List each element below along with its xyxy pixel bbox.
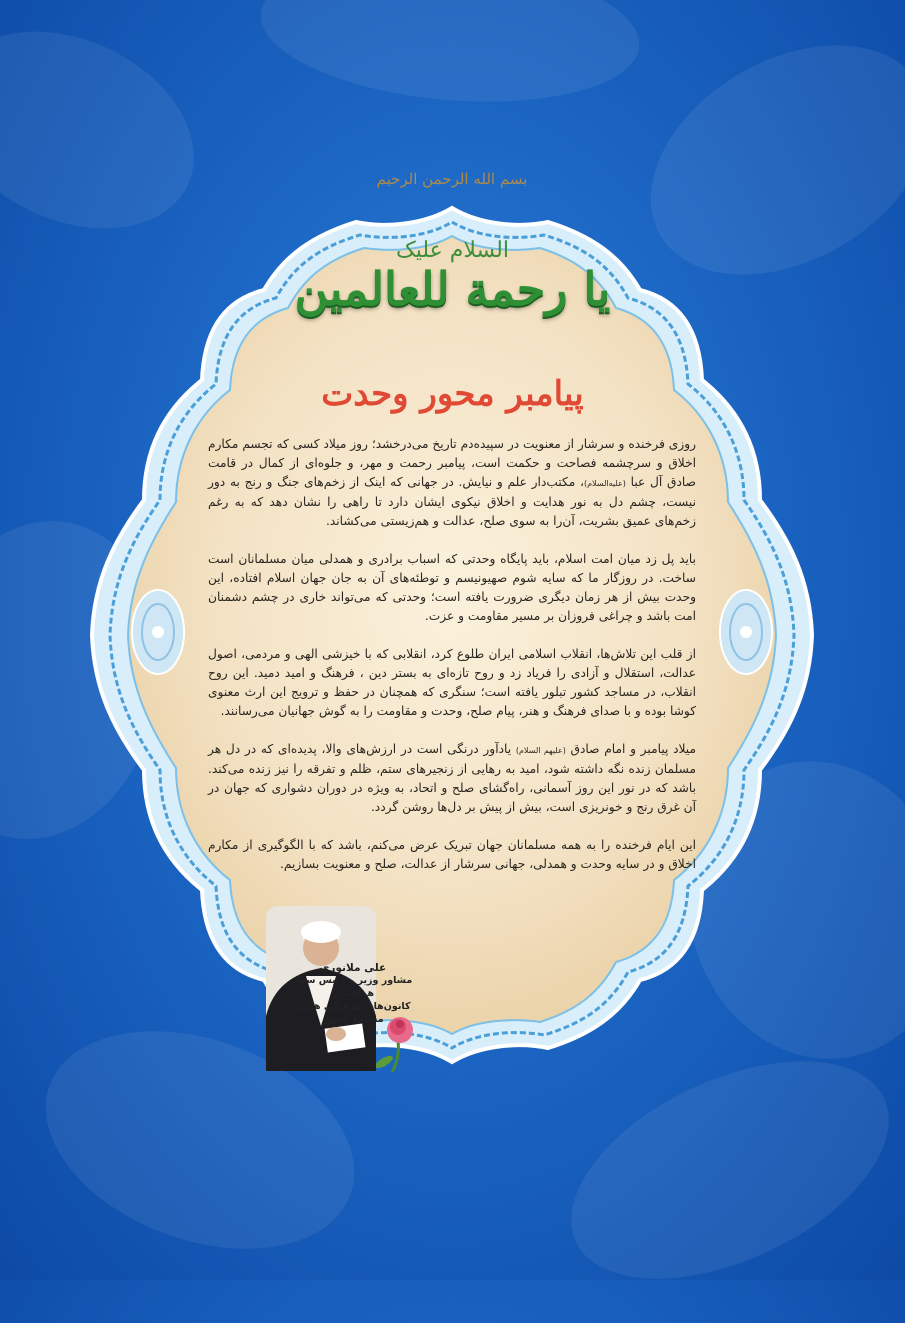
author-title: مشاور وزیر و رئیس ستاد هماهنگی: [293, 975, 413, 999]
arabesque-medallion-icon: [132, 590, 184, 674]
message-body: [208, 435, 696, 893]
paragraph: از قلب این تلاش‌ها، انقلاب اسلامی ایران طلوع کرد، انقلابی که با خیزشی الهی و مردمی، اصول عدالت، استقلال و آزادی را فریاد زد و روح تازه‌ای به بستر دین ، فرهنگ و امید دمید. این روح انقلاب، در مساجد کشور تبلور یافته است؛ سنگری که همچنان در حفظ و ترویج این ارث معنوی کوشا بوده و با صدای فرهنگ و هنر، پیام صلح، وحدت و مقاومت را به گوش جهانیان می‌رسانند.: [208, 647, 696, 718]
paragraph: این ایام فرخنده را به همه مسلمانان جهان تبریک عرض می‌کنم، باشد که با الگوگیری از مکارم اخلاق و در سایه وحدت و همدلی، جهانی سرشار از عدالت، صلح و معنویت بسازیم.: [208, 838, 696, 871]
title-salutation: السلام علیک: [396, 238, 509, 263]
page-subtitle: پیامبر محور وحدت: [321, 374, 584, 414]
paragraph: روزی فرخنده و سرشار از معنویت در سپیده‌دم تاریخ می‌درخشد؛ روز میلاد کسی که تجسم مکارم اخلاق و سرچشمه فصاحت و حکمت است، پیامبر رحمت و مهر، و جلوه‌ای از کمال در قامت صادق آل عبا (علیه‌السلام)، مکتب‌دار علم و نیایش. در جهانی که اینک از زخم‌های جنگ و رنج به دور نیست، چشم دل به نور هدایت و اخلاق نیکوی ایشان دارد تا راهی را نشان دهد که به رغم زخم‌های عمیق بشریت، آن‌را به سوی صلح، عدالت و هم‌زیستی می‌کشاند.: [208, 437, 696, 528]
author-name: علی ملانوری: [319, 962, 387, 974]
author-organization: کانون‌های فرهنگی هنری مساجد کشور: [295, 1001, 411, 1025]
paragraph: میلاد پیامبر و امام صادق (علیهم السلام) یادآور درنگی است در ارزش‌های والا، پدیده‌ای که در دل هر مسلمان زنده نگه داشته شود، امید به رهایی از زنجیرهای ستم، ظلم و تفرقه را نیز زنده می‌کند. باشد که در نور این روز آسمانی، راه‌گشای صلح و اتحاد، به ویژه در دوران دشواری که جهان در آن غرق رنج و خونریزی است، بیش از پیش بر دل‌ها روشن گردد.: [208, 742, 697, 814]
page-title: یا رحمة للعالمین: [294, 262, 611, 316]
paragraph: باید پل زد میان امت اسلام، باید پایگاه وحدتی که اسباب برادری و همدلی میان مسلمانان است ساخت. در روزگار ما که سایه شوم صهیونیسم و توطئه‌های آن به جان جهان اسلام افتاده، این وحدت بیش از هر زمان دیگری ضرورت یافته است؛ وحدتی که می‌تواند خاری در چشم دشمنان امت باشد و چراغی فروزان بر مسیر مقاومت و عزت.: [208, 552, 696, 623]
arabesque-medallion-icon: [720, 590, 772, 674]
signature: [288, 962, 418, 1026]
basmala-calligraphy: بسم الله الرحمن الرحیم: [376, 170, 528, 188]
